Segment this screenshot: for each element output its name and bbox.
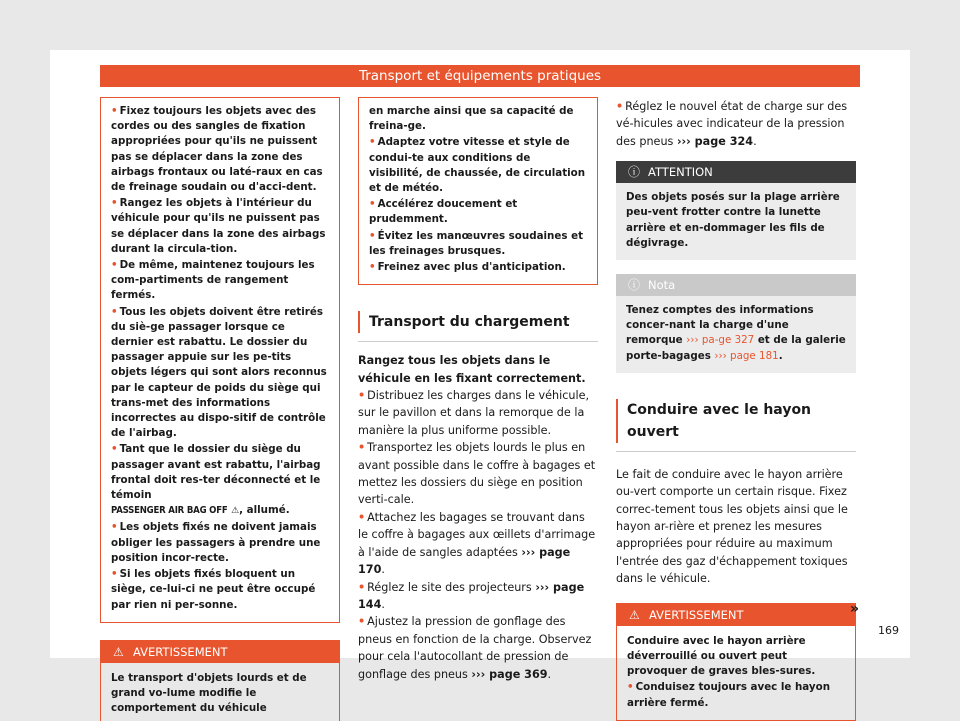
list-item: • Réglez le nouvel état de charge sur des vé-hicules avec indicateur de la pression des pneus ››› page 324. xyxy=(616,100,848,148)
list-item: • Tant que le dossier du siège du passager avant est rabattu, l'airbag frontal doit res-ter déconnecté et le témoin PASSENGER AIR BAG OFF ⚠, allumé. xyxy=(111,443,321,517)
warning-header: ⚠ AVERTISSEMENT xyxy=(617,604,855,626)
lead-paragraph: Rangez tous les objets dans le véhicule en les fixant correctement. xyxy=(358,354,586,385)
page-reference-link[interactable]: ››› page 181 xyxy=(714,349,779,362)
bullet-icon: • xyxy=(111,568,118,581)
info-circle-icon: ⓘ xyxy=(628,165,641,180)
page-reference-link[interactable]: ››› page 324 xyxy=(676,134,754,148)
bullet-icon: • xyxy=(369,229,376,242)
column-1 xyxy=(100,97,340,721)
warning-triangle-icon: ⚠ xyxy=(113,644,124,659)
note-box xyxy=(616,274,856,373)
note-text: Tenez comptes des informations concer-nant la charge d'une remorque ››› pa-ge 327 et de la galerie porte-bagages ››› page 181. xyxy=(626,304,846,362)
list-item: • Fixez toujours les objets avec des cordes ou des sangles de fixation appropriées pour qu'ils ne puissent pas se déplacer dans la zone des airbags frontaux ou laté-raux en cas de freinage soudain ou d'acci-dent. xyxy=(111,105,323,194)
bullet-icon: • xyxy=(111,105,118,117)
bullet-icon: • xyxy=(358,510,366,524)
attention-text: Des objets posés sur la plage arrière peu-vent frotter contre la lunette arrière et en-dommager les fils de dégivrage. xyxy=(626,191,840,249)
bullet-icon: • xyxy=(111,521,118,534)
list-item: • De même, maintenez toujours les com-partiments de rangement fermés. xyxy=(111,259,315,302)
list-item: • Conduisez toujours avec le hayon arrière fermé. xyxy=(627,681,831,709)
page-reference-link[interactable]: ››› page 369 xyxy=(471,667,548,681)
list-item: • Les objets fixés ne doivent jamais obliger les passagers à prendre une position incor-recte. xyxy=(111,521,321,564)
bullet-icon: • xyxy=(111,443,118,456)
warning-text: Conduire avec le hayon arrière déverrouillé ou ouvert peut provoquer de graves bles-sures. xyxy=(627,634,816,678)
list-item: • Réglez le site des projecteurs ››› page 144. xyxy=(358,580,585,611)
bullet-icon: • xyxy=(369,261,376,274)
list-item: • Rangez les objets à l'intérieur du véhicule pour qu'ils ne puissent pas se déplacer dans la zone des airbags durant la circula-tion. xyxy=(111,197,326,255)
section-title: Conduire avec le hayon ouvert xyxy=(616,399,856,443)
continued-marker: » xyxy=(850,601,860,617)
bullet-icon: • xyxy=(627,681,634,694)
page-reference-link[interactable]: ››› page 170 xyxy=(358,545,571,577)
bullet-icon: • xyxy=(111,259,118,272)
list-item: • Tous les objets doivent être retirés du siè-ge passager lorsque ce dernier est rabattu. Le dossier du passager appuie sur les pe-tits objets légers qui sont alors reconnus par le capteur de poids du siège qui trans-met des informations incorrectes au dispo-sitif de contrôle de l'airbag. xyxy=(111,305,327,440)
bullet-icon: • xyxy=(358,389,366,403)
warning-triangle-icon: ⚠ xyxy=(629,607,640,622)
list-item: • Évitez les manœuvres soudaines et les freinages brusques. xyxy=(369,229,583,257)
bullet-icon: • xyxy=(358,441,366,455)
list-item: • Accélérez doucement et prudemment. xyxy=(369,198,518,226)
bullet-icon: • xyxy=(111,197,118,210)
list-item: • Adaptez votre vitesse et style de condui-te aux conditions de visibilité, de chaussée, de circulation et de météo. xyxy=(369,136,586,195)
section-heading-wrapper xyxy=(616,399,856,452)
list-item: • Distribuez les charges dans le véhicule, sur le pavillon et dans la remorque de la manière la plus uniforme possible. xyxy=(358,389,590,437)
list-item: • Freinez avec plus d'anticipation. xyxy=(369,261,566,274)
passenger-airbag-off-indicator: PASSENGER AIR BAG OFF xyxy=(111,505,228,517)
warning-text: Le transport d'objets lourds et de grand vo-lume modifie le comportement du véhicule xyxy=(111,671,307,715)
section-title: Transport du chargement xyxy=(358,311,598,333)
body-paragraph: Le fait de conduire avec le hayon arrière ou-vert comporte un certain risque. Fixez correc-tement tous les objets ainsi que le hayon ar-rière et prenez les mesures appropriées pour réduire au maximum l'entrée des gaz d'échappement toxiques dans le véhicule. xyxy=(616,467,848,586)
section-heading-wrapper xyxy=(358,311,598,342)
list-item: • Si les objets fixés bloquent un siège, ce-lui-ci ne peut être occupé par rien ni per-sonne. xyxy=(111,568,316,611)
list-item: • Transportez les objets lourds le plus en avant possible dans le coffre à bagages et mettez les dossiers du siège en position verti-cale. xyxy=(358,441,596,507)
attention-header: ⓘ ATTENTION xyxy=(616,161,856,183)
warning-box xyxy=(616,603,856,721)
column-2 xyxy=(358,97,598,683)
list-item: • Ajustez la pression de gonflage des pneus en fonction de la charge. Observez pour cela l'autocollant de pression de gonflage des pneus ››› page 369. xyxy=(358,615,592,681)
page-reference-link[interactable]: ››› page 144 xyxy=(358,580,585,611)
manual-page xyxy=(50,50,910,715)
attention-box xyxy=(616,161,856,260)
bullet-icon: • xyxy=(358,580,366,594)
warning-box-continued xyxy=(358,97,598,285)
bullet-icon: • xyxy=(358,615,366,629)
bullet-icon: • xyxy=(111,305,118,318)
page-number: 169 xyxy=(878,624,899,637)
bullet-icon: • xyxy=(369,198,376,211)
airbag-off-icon: ⚠ xyxy=(231,506,240,517)
warning-text: en marche ainsi que sa capacité de freina-ge. xyxy=(369,105,574,133)
bullet-icon: • xyxy=(616,100,624,113)
warning-box xyxy=(100,640,340,721)
page-header: Transport et équipements pratiques xyxy=(100,65,860,87)
list-item: • Attachez les bagages se trouvant dans le coffre à bagages aux œillets d'arrimage à l'aide de sangles adaptées ››› page 170. xyxy=(358,510,596,577)
warning-header: ⚠ AVERTISSEMENT xyxy=(101,641,339,663)
page-reference-link[interactable]: ››› pa-ge 327 xyxy=(686,334,755,347)
warning-box-continued xyxy=(100,97,340,623)
bullet-icon: • xyxy=(369,136,376,149)
column-3 xyxy=(616,97,856,721)
note-header: ⓘ Nota xyxy=(616,274,856,296)
info-square-icon: ⓘ xyxy=(628,278,641,293)
